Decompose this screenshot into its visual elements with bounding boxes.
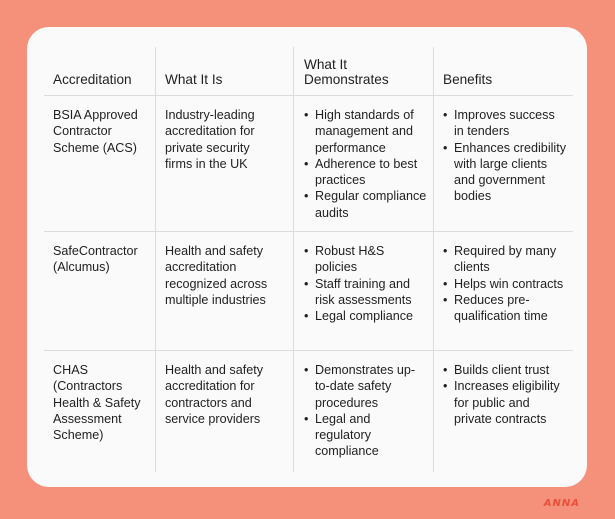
row2-demonstrates-list (304, 243, 428, 324)
table-card (27, 27, 587, 487)
row3-what-it-is: Health and safety accreditation for contractors and service providers (165, 363, 264, 426)
list-item: • High standards of management and performance (304, 107, 428, 156)
row-divider (44, 350, 573, 351)
row2-accreditation: SafeContractor (Alcumus) (53, 244, 138, 275)
row3-accreditation: CHAS (Contractors Health & Safety Assessment Scheme) (53, 363, 141, 443)
list-item: • Increases eligibility for public and private contracts (443, 378, 567, 427)
row2-benefits-list (443, 243, 567, 324)
anna-logo: ANNA (543, 498, 580, 509)
column-divider (155, 47, 156, 472)
row1-benefits-list (443, 107, 567, 205)
row1-demonstrates-list (304, 107, 428, 221)
row2-what-it-is: Health and safety accreditation recognized across multiple industries (165, 244, 268, 307)
list-item: • Robust H&S policies (304, 243, 428, 276)
list-item: • Reduces pre-qualification time (443, 292, 567, 325)
list-item: • Helps win contracts (443, 276, 567, 292)
header-accreditation: Accreditation (53, 72, 132, 87)
accreditation-table (44, 47, 573, 472)
list-item: • Regular compliance audits (304, 188, 428, 221)
row-divider (44, 231, 573, 232)
header-what-it-is: What It Is (165, 72, 223, 87)
list-item: • Demonstrates up-to-date safety procedures (304, 362, 422, 411)
list-item: • Staff training and risk assessments (304, 276, 428, 309)
row3-benefits-list (443, 362, 567, 427)
list-item: • Required by many clients (443, 243, 567, 276)
column-divider (433, 47, 434, 472)
row1-what-it-is: Industry-leading accreditation for private security firms in the UK (165, 108, 255, 171)
list-item: • Adherence to best practices (304, 156, 428, 189)
column-divider (293, 47, 294, 472)
header-benefits: Benefits (443, 72, 493, 87)
list-item: • Legal compliance (304, 308, 428, 324)
list-item: • Enhances credibility with large clients and government bodies (443, 140, 567, 205)
list-item: • Builds client trust (443, 362, 567, 378)
list-item: • Legal and regulatory compliance (304, 411, 422, 460)
row1-accreditation: BSIA Approved Contractor Scheme (ACS) (53, 108, 138, 155)
list-item: • Improves success in tenders (443, 107, 567, 140)
row-divider (44, 95, 573, 96)
header-what-it-demonstrates: What It Demonstrates (304, 57, 389, 87)
row3-demonstrates-list (304, 362, 422, 460)
